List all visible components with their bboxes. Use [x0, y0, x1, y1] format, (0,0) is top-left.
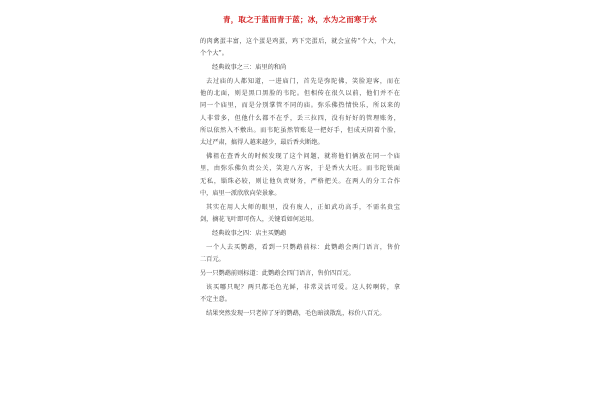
text-line: 同一个庙里，而是分别掌管不同的庙。弥乐佛热情快乐，所以来的 [200, 102, 400, 110]
section-heading [200, 228, 400, 240]
text-line: 里，由弥乐佛负责公关，笑迎八方客，于是香火大旺。而韦陀铁面 [200, 165, 400, 173]
text-line: 另一只鹦鹉前则标道：此鹦鹉会四门语言，售价四百元。 [200, 269, 355, 277]
paragraph [200, 36, 400, 61]
text-line: 不定主意。 [200, 295, 231, 303]
article-body [200, 36, 400, 320]
text-line: 的肉禽蛋丰富，这个蛋是鸡蛋，鸡下完蛋后，就会宣传“个大，个大， [200, 38, 400, 45]
text-line: 个个大”。 [200, 50, 228, 58]
text-line: 所以依然入不敷出。而韦陀虽然管账是一把好手，但成天阴着个脸， [200, 127, 400, 135]
text-line: 佛祖在查香火的时候发现了这个问题，就将他们俩放在同一个庙 [206, 153, 400, 161]
text-line: 其实在用人大师的眼里，没有废人，正如武功高手，不需名贵宝 [206, 203, 400, 211]
section-heading-text: 经典故事之四：店主买鹦鹉 [212, 229, 287, 237]
paragraph [200, 308, 400, 320]
paragraph [200, 242, 400, 267]
text-line: 无私，锱珠必较，则让他负责财务，严格把关。在两人的分工合作 [200, 177, 400, 185]
text-line: 一个人去买鹦鹉，看到一只鹦鹉前标：此鹦鹉会两门语言，售价 [206, 243, 400, 251]
header-banner: 青，取之于蓝而青于蓝；冰，水为之而寒于水 [223, 15, 377, 24]
paragraph [200, 76, 400, 150]
text-line: 他的北面，则是黑口黑脸的韦陀。但相传在很久以前，他们并不在 [200, 90, 400, 98]
text-line: 该买哪只呢？两只都毛色光鲜，非常灵活可爱。这人转啊转，拿 [206, 283, 400, 291]
text-line: 结果突然发现一只老掉了牙的鹦鹉，毛色暗淡散乱，标价八百元。 [206, 309, 386, 317]
text-line: 中，庙里一派欣欣向荣景象。 [200, 190, 281, 198]
section-heading-text: 经典故事之三：庙里的和尚 [212, 64, 287, 72]
paragraph [200, 202, 400, 227]
text-line: 剑，摘花飞叶即可伤人，关键看如何运用。 [200, 216, 318, 224]
text-line: 二百元。 [200, 256, 225, 264]
paragraph [200, 151, 400, 200]
text-line: 太过严肃，搞得人越来越少，最后香火断绝。 [200, 139, 324, 147]
paragraph [200, 268, 400, 280]
section-heading [200, 62, 400, 74]
text-line: 去过庙的人都知道，一进庙门，首先是弥陀佛，笑脸迎客，而在 [206, 77, 400, 85]
paragraph [200, 282, 400, 307]
text-line: 人非常多，但他什么都不在乎，丢三拉四，没有好好的管理账务， [200, 114, 400, 122]
